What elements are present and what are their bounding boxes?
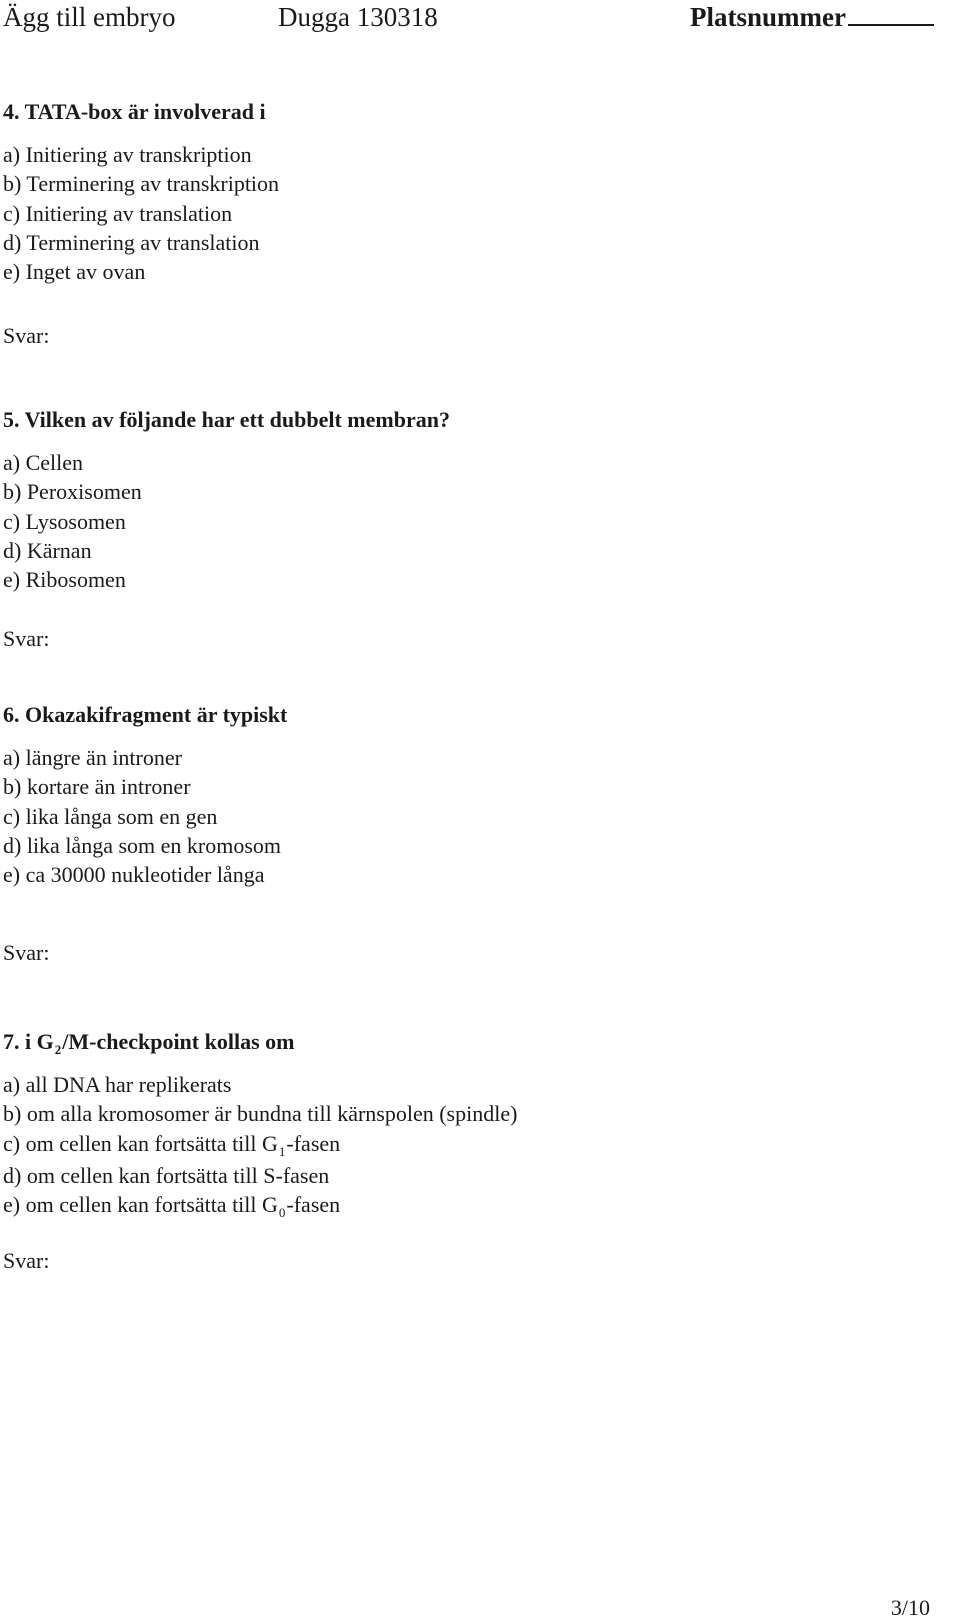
option-d: d) Kärnan xyxy=(3,537,92,563)
option-d: d) lika långa som en kromosom xyxy=(3,832,282,858)
question-7 xyxy=(3,1029,943,1222)
option-d: d) Terminering av translation xyxy=(3,229,260,255)
exam-title: Dugga 130318 xyxy=(278,2,438,32)
option-b: b) Terminering av transkription xyxy=(3,171,280,197)
option-c: c) Initiering av translation xyxy=(3,200,233,226)
option-list xyxy=(3,448,943,594)
option-b: b) om alla kromosomer är bundna till kärnspolen (spindle) xyxy=(3,1101,518,1127)
option-b: b) Peroxisomen xyxy=(3,479,142,505)
question-5 xyxy=(3,407,943,594)
option-c: c) Lysosomen xyxy=(3,508,126,534)
option-a: a) längre än introner xyxy=(3,745,182,770)
option-c: c) lika långa som en gen xyxy=(3,803,218,829)
question-title: 6. Okazakifragment är typiskt xyxy=(3,702,288,727)
answer-label-7: Svar: xyxy=(3,1248,50,1273)
option-c: c) om cellen kan fortsätta till $G_1$-fasen xyxy=(3,1130,341,1159)
option-e: e) om cellen kan fortsätta till $G_0$-fasen xyxy=(3,1192,341,1221)
option-e: e) Ribosomen xyxy=(3,567,126,593)
answer-label-5: Svar: xyxy=(3,626,50,651)
option-e: e) Inget av ovan xyxy=(3,259,146,285)
seat-number-blank[interactable] xyxy=(848,2,934,26)
option-list xyxy=(3,140,943,286)
question-title: 5. Vilken av följande har ett dubbelt membran? xyxy=(3,407,450,432)
question-title: 7. i $G_2/M$-checkpoint kollas om xyxy=(3,1029,295,1057)
answer-label-4: Svar: xyxy=(3,323,50,348)
question-title: 4. TATA-box är involverad i xyxy=(3,99,266,124)
option-list xyxy=(3,743,943,889)
seat-number-field[interactable] xyxy=(690,0,934,34)
page-header xyxy=(0,0,960,40)
question-6 xyxy=(3,702,943,889)
option-b: b) kortare än introner xyxy=(3,774,191,800)
option-list xyxy=(3,1070,943,1222)
page-number: 3/10 xyxy=(890,1595,930,1620)
seat-number-label: Platsnummer xyxy=(690,2,846,32)
option-e: e) ca 30000 nukleotider långa xyxy=(3,862,265,888)
question-4 xyxy=(3,99,943,286)
option-a: a) Cellen xyxy=(3,450,84,475)
option-d: d) om cellen kan fortsätta till S-fasen xyxy=(3,1162,330,1188)
answer-label-6: Svar: xyxy=(3,940,50,965)
course-title: Ägg till embryo xyxy=(3,2,176,32)
option-a: a) all DNA har replikerats xyxy=(3,1072,232,1097)
option-a: a) Initiering av transkription xyxy=(3,142,252,167)
